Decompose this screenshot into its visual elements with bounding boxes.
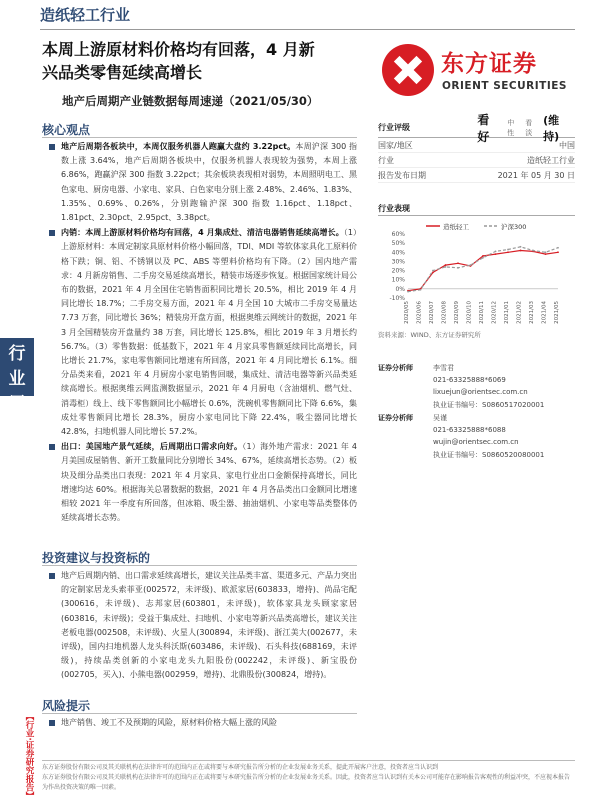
disclaimer-line2: 东方证券股份有限公司及其关联机构在法律许可的范围内正在或将要与本研究报告所分析的企业发展业务关系。因此，投资者应当认识到有关本公司可能存在影响报告客观性的利益冲突，不应视本报告为作出投资决策的唯一因素。 bbox=[42, 774, 571, 791]
core-point-1-body: 本周沪深 300 指数上涨 3.64%，地产后周期各板块中，仅服务机器人表现较为强势，本周上涨 6.86%，跑赢沪深 300 指数 3.22pct；其余板块表现相对弱势，本周照明电工、黑色家电、厨房电器、小家电、家具、白色家电分别上涨 2.48%、2.46%、1.83%、1.35%、0.69%、0.26%，分别跑输沪深 300 指数 1.16pct、1.18pct、1.81pct、2.30pct、2.95pct、3.38pct。 bbox=[61, 142, 357, 223]
section-divider bbox=[42, 137, 357, 138]
core-view-body bbox=[45, 140, 357, 526]
x-tick-label: 2021/01 bbox=[504, 301, 510, 324]
rating-neutral: 中性 bbox=[507, 118, 515, 137]
x-tick-label: 2021/05 bbox=[554, 301, 560, 324]
analyst-name: 吴谨 bbox=[433, 414, 447, 422]
core-point-3-body: （1）海外地产需求：2021 年 4 月美国成屋销售、新开工数量同比分别增长 34%、67%，延续高增长态势。（2）板块及细分品类出口表现：2021 年 4 月家具、家电行业出口金额保持高增长，同比增速均达 60%。根据海关总署数据的数据，2021 年 4 月各品类出口金额同比增速相较 2021 年一季度有所回落，但冰箱、吸尘器、抽油烟机、小家电等品类整体仍延续高增长态势。 bbox=[61, 442, 358, 523]
analyst-block bbox=[378, 412, 544, 461]
disclaimer-line1: 东方证券股份有限公司及其关联机构在法律许可的范围内正在或将要与本研究报告所分析的企业发展业务关系，提此开展客户注意，投资者应当认识到 bbox=[42, 764, 439, 771]
analyst-name: 李雪君 bbox=[433, 364, 454, 372]
info-row bbox=[378, 138, 575, 153]
performance-chart bbox=[378, 220, 575, 326]
risk-point bbox=[45, 716, 357, 730]
core-point-2 bbox=[45, 226, 357, 439]
y-tick-label: 0% bbox=[395, 285, 405, 293]
data-point bbox=[482, 255, 484, 257]
info-row bbox=[378, 153, 575, 168]
brand-name-cn: 东方证券 bbox=[441, 51, 537, 77]
data-point bbox=[482, 257, 484, 259]
data-point bbox=[507, 251, 509, 253]
rating-negative: 看淡 bbox=[525, 118, 533, 137]
rating-hold: (维持) bbox=[543, 113, 560, 143]
data-point bbox=[445, 266, 447, 268]
info-value: 中国 bbox=[559, 140, 575, 150]
investment-point bbox=[45, 569, 357, 683]
info-value: 造纸轻工行业 bbox=[527, 155, 575, 165]
data-point bbox=[557, 251, 559, 253]
data-point bbox=[557, 247, 559, 249]
y-tick-label: 20% bbox=[391, 267, 405, 275]
rating-value: 看好 bbox=[477, 112, 490, 144]
x-tick-label: 2020/12 bbox=[491, 301, 498, 324]
core-point-1 bbox=[45, 140, 357, 225]
x-tick-label: 2021/03 bbox=[529, 301, 535, 324]
rating-table bbox=[378, 112, 575, 183]
x-tick-label: 2020/07 bbox=[429, 301, 435, 324]
investment-text: 地产后周期内销、出口需求延续高增长，建议关注品类丰富、渠道多元、产品力突出的定制家居龙头索菲亚(002572，未评级)、欧派家居(603833，增持)、尚品宅配(300616，未评级)、志邦家居(603801，未评级)，软体家具龙头顾家家居(603816，未评级)；受益于集成灶、扫地机、小家电等新兴品类高增长，建议关注老板电器(002508，未评级)、火星人(300894，未评级)、浙江美大(002677，未评级)，国内扫地机器人龙头科沃斯(603486，未评级)、石头科技(688169，未评级)，持续品类创新的小家电龙头九阳股份(002242，未评级)、新宝股份(002705，买入)、小熊电器(002959，增持)、北鼎股份(300824，增持)。 bbox=[61, 571, 357, 680]
y-tick-label: 50% bbox=[391, 240, 405, 248]
data-point bbox=[520, 250, 522, 252]
footer-divider bbox=[42, 760, 575, 761]
brand-name-en: ORIENT SECURITIES bbox=[442, 80, 567, 92]
data-point bbox=[432, 270, 434, 272]
report-title bbox=[42, 38, 362, 84]
report-title-line2: 兴品类零售延续高增长 bbox=[42, 63, 203, 82]
core-point-2-body: （1）上游原材料：本周定制家具原材料价格小幅回落，TDI、MDI 等软体家具化工原料价格下跌；铜、铝、不锈钢以及 PC、ABS 等塑料价格均有下降。（2）国内地产需求：4 月新房销售、二手房交易延续高增长，精装市场逐步恢复。根据国家统计局公布的数据，2021 年 4 月全国住宅销售面积同比增长 20.5%，相比 2019 年 4 月同比增长 18.7%；二手房交易方面，2021 年 4 月全国 10 大城市二手房交易量达 7.73 万套，同比增长 36%；精装房开盘方面，根据奥维云网统计的数据，2021 年 3 月全国精装房开盘量约 38 万套，同比增长 125.8%，相比 2019 年 3 月增长约 56.7%。（3）零售数据：低基数下，2021 年 4 月家具零售额延续同比高增长，同比增长 21.7%，家电零售额同比增速有所回落，2021 年 4 月同比增长 6.1%。细分品类来看，2021 年 4 月厨房小家电销售回暖，集成灶、清洁电器等新兴品类延续高增长。根据奥维云网监测数据显示，2021 年 4 月厨电（含油烟机、燃气灶、消毒柜）线上、线下零售额同比小幅增长 0.6%，洗碗机零售额同比下降 6.6%，集成灶零售额同比增长 28.3%，厨房小家电同比下降 22.4%，吸尘器同比增长 42.8%，扫地机器人同比增长 57.2%。 bbox=[61, 228, 357, 437]
y-tick-label: 30% bbox=[391, 258, 405, 266]
data-point bbox=[407, 291, 409, 293]
info-value: 2021 年 05 月 30 日 bbox=[497, 170, 575, 180]
legend-label: 沪深300 bbox=[501, 223, 527, 231]
disclaimer bbox=[42, 763, 575, 793]
chart-title: 行业表现 bbox=[378, 204, 410, 213]
info-key: 行业 bbox=[378, 155, 394, 165]
data-point bbox=[520, 246, 522, 248]
section-risk: 风险提示 bbox=[42, 699, 91, 713]
data-point bbox=[457, 262, 459, 264]
data-point bbox=[420, 289, 422, 291]
analyst-email[interactable]: wujin@orientsec.com.cn bbox=[433, 438, 519, 447]
y-tick-label: 40% bbox=[391, 249, 405, 257]
section-core-view: 核心观点 bbox=[42, 123, 91, 137]
y-tick-label: -10% bbox=[389, 295, 405, 302]
core-point-1-head: 地产后周期各板块中，本周仅服务机器人跑赢大盘约 3.22pct。 bbox=[61, 142, 296, 151]
analyst-phone: 021-63325888*6088 bbox=[433, 426, 506, 435]
analyst-cert: 执业证书编号：S0860520080001 bbox=[433, 450, 545, 459]
report-subtitle: 地产后周期产业链数据每周速递（2021/05/30） bbox=[62, 94, 319, 108]
analyst-phone: 021-63325888*6069 bbox=[433, 376, 506, 385]
analyst-role: 证券分析师 bbox=[378, 414, 413, 422]
info-key: 国家/地区 bbox=[378, 140, 413, 150]
data-point bbox=[470, 264, 472, 266]
x-tick-label: 2020/09 bbox=[454, 301, 460, 324]
core-point-3-head: 出口：美国地产景气延续，后周期出口需求向好。 bbox=[61, 442, 243, 452]
section-divider bbox=[42, 713, 357, 714]
header-divider bbox=[40, 29, 575, 30]
x-tick-label: 2020/10 bbox=[466, 301, 473, 324]
y-tick-label: 10% bbox=[391, 276, 405, 284]
core-point-2-head: 内销：本周上游原材料价格均有回落，4 月集成灶、清洁电器销售延续高增长。 bbox=[61, 228, 344, 238]
analyst-block bbox=[378, 362, 544, 411]
info-row bbox=[378, 168, 575, 183]
industry-label: 造纸轻工行业 bbox=[40, 6, 131, 24]
section-divider bbox=[42, 565, 357, 566]
x-tick-label: 2020/08 bbox=[441, 301, 448, 324]
core-point-3 bbox=[45, 440, 357, 525]
data-point bbox=[545, 251, 547, 253]
report-title-line1: 本周上游原材料价格均有回落，4 月新 bbox=[42, 40, 315, 59]
data-point bbox=[495, 250, 497, 252]
data-point bbox=[445, 264, 447, 266]
risk-body bbox=[45, 716, 357, 731]
x-tick-label: 2020/11 bbox=[479, 301, 485, 324]
data-point bbox=[545, 253, 547, 255]
rating-label: 行业评级 bbox=[378, 123, 410, 132]
series-line-hs300 bbox=[408, 247, 558, 292]
analyst-cert: 执业证书编号：S0860517020001 bbox=[433, 400, 545, 409]
risk-text: 地产销售、竣工不及预期的风险，原材料价格大幅上涨的风险 bbox=[61, 718, 277, 727]
x-tick-label: 2021/04 bbox=[541, 301, 548, 324]
vertical-report-label: 【行业·证券研究报告】 bbox=[24, 712, 34, 800]
x-tick-label: 2021/02 bbox=[516, 301, 523, 324]
data-point bbox=[532, 250, 534, 252]
report-type-label: 行业周报 bbox=[8, 344, 26, 439]
orient-logo-icon bbox=[382, 44, 434, 96]
y-tick-label: 60% bbox=[391, 231, 405, 238]
rating-row bbox=[378, 112, 575, 144]
chart-divider bbox=[378, 215, 575, 216]
analyst-role: 证券分析师 bbox=[378, 364, 413, 372]
legend-label: 造纸轻工 bbox=[443, 223, 469, 231]
info-key: 报告发布日期 bbox=[378, 170, 426, 180]
data-point bbox=[507, 249, 509, 251]
section-investment: 投资建议与投资标的 bbox=[42, 551, 151, 565]
investment-body bbox=[45, 569, 357, 684]
data-point bbox=[495, 253, 497, 255]
data-point bbox=[432, 272, 434, 274]
x-tick-label: 2020/06 bbox=[416, 301, 423, 324]
analyst-email[interactable]: lixuejun@orientsec.com.cn bbox=[433, 388, 528, 397]
data-point bbox=[457, 267, 459, 269]
chart-source: 资料来源：WIND、东方证券研究所 bbox=[378, 331, 481, 339]
x-tick-label: 2020/05 bbox=[404, 301, 410, 324]
